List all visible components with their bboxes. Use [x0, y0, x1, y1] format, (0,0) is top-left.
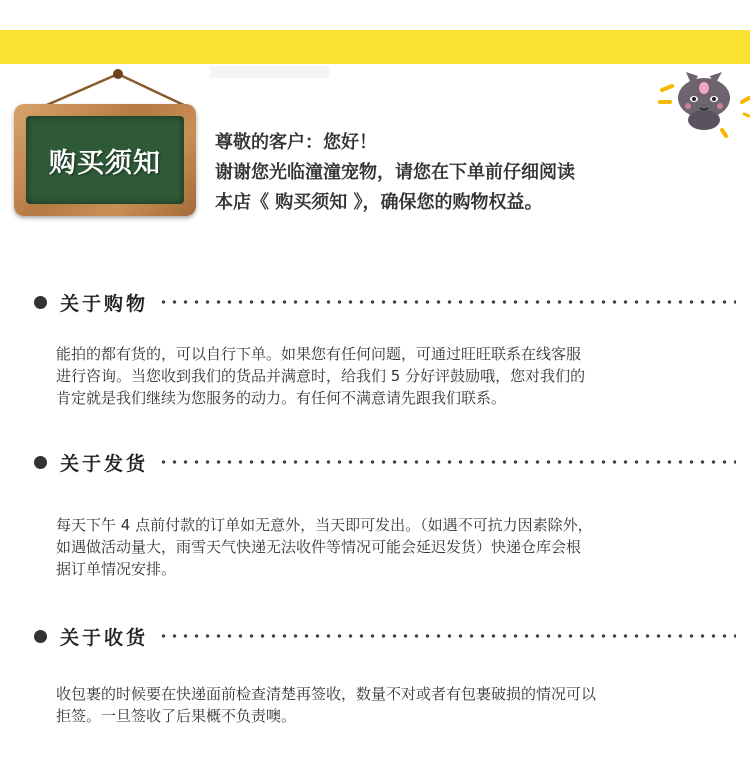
bullet-dot-icon [34, 456, 47, 469]
dotted-divider [158, 460, 736, 464]
section-header-shopping [34, 289, 736, 315]
greeting-line: 本店《 购买须知 》，确保您的购物权益。 [215, 192, 543, 213]
section-body-shipping [56, 514, 716, 580]
section-title: 关于发货 [60, 452, 149, 475]
dotted-divider [158, 300, 736, 304]
sign-title: 购买须知 [26, 116, 184, 204]
body-line: 肯定就是我们继续为您服务的动力。有任何不满意请先跟我们联系。 [56, 389, 507, 407]
section-title: 关于购物 [60, 292, 149, 315]
section-header-receiving [34, 623, 736, 649]
body-line: 据订单情况安排。 [56, 560, 177, 578]
section-header-shipping [34, 449, 736, 475]
bullet-dot-icon [34, 296, 47, 309]
purchase-notice-sign [14, 104, 196, 216]
faint-decoration-strip [210, 66, 330, 78]
greeting-line: 谢谢您光临潼潼宠物，请您在下单前仔细阅读 [215, 162, 575, 183]
body-line: 如遇做活动量大，雨雪天气快递无法收件等情况可能会延迟发货）快递仓库会根 [56, 538, 582, 556]
section-body-receiving [56, 683, 716, 727]
section-title: 关于收货 [60, 626, 149, 649]
bullet-dot-icon [34, 630, 47, 643]
body-line: 能拍的都有货的，可以自行下单。如果您有任何问题，可通过旺旺联系在线客服 [56, 345, 582, 363]
cat-mascot-icon [652, 62, 750, 142]
greeting-line: 尊敬的客户：您好！ [215, 132, 377, 153]
section-body-shopping [56, 343, 716, 409]
dotted-divider [158, 634, 736, 638]
body-line: 收包裹的时候要在快递面前检查清楚再签收，数量不对或者有包裹破损的情况可以 [56, 685, 597, 703]
body-line: 进行咨询。当您收到我们的货品并满意时，给我们 5 分好评鼓励哦，您对我们的 [56, 367, 586, 385]
greeting-text [215, 128, 675, 218]
body-line: 每天下午 4 点前付款的订单如无意外，当天即可发出。（如遇不可抗力因素除外， [56, 516, 593, 534]
body-line: 拒签。一旦签收了后果概不负责噢。 [56, 707, 297, 725]
